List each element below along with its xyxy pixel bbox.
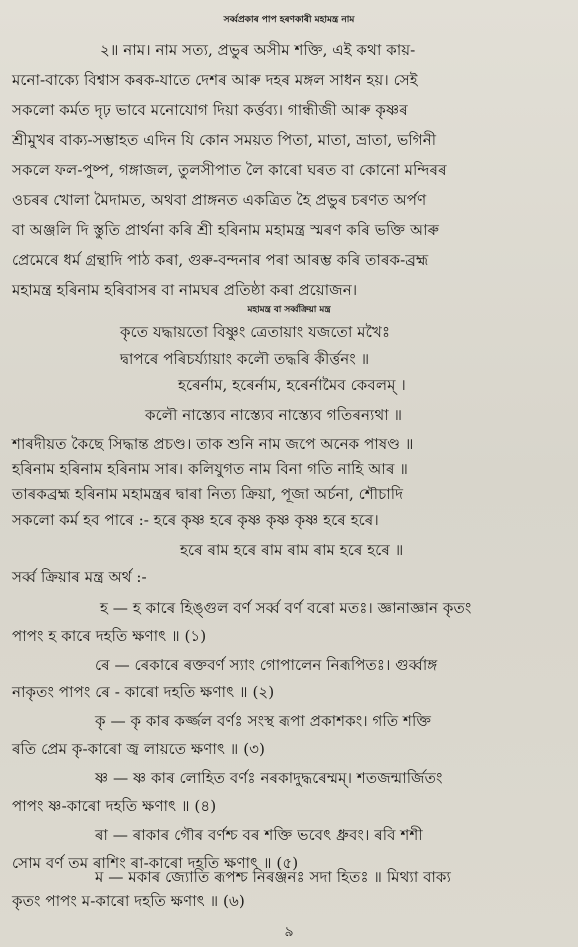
- intro-line-2: মনো-বাক্যে বিশ্বাস কৰক-যাতে দেশৰ আৰু দহৰ মঙ্গল সাধন হয়। সেই: [12, 71, 418, 89]
- intro-line-5: সকলে ফল-পুষ্প, গঙ্গাজল, তুলসীপাত লৈ কাৰো ঘৰত বা কোনো মন্দিৰৰ: [12, 161, 447, 179]
- meaning-2-line-1: ৰে — ৰেকাৰে ৰক্তবৰ্ণ স্যাং গোপালেন নিৰূপিতঃ। গুৰ্ব্বাঙ্গ: [95, 656, 438, 674]
- page-title: সৰ্ব্বপ্ৰকাৰ পাপ হৰণকাৰী মহামন্ত্ৰ নাম: [223, 15, 355, 25]
- verse-line-2: দ্বাপৰে পৰিচৰ্য্যায়াং কলৌ তদ্ধৰি কীৰ্ত্তনং ॥: [120, 350, 370, 368]
- intro-line-4: শ্ৰীমুখৰ বাক্য-সম্ভাহত এদিন যি কোন সময়ত পিতা, মাতা, ভ্ৰাতা, ভগিনী: [12, 131, 437, 149]
- meaning-4-line-1: ষ্ণ — ষ্ণ কাৰ লোহিত বৰ্ণঃ নৰকাদুদ্ধৰেম্মম্। শতজন্মাৰ্জিতং: [95, 769, 443, 787]
- verse-line-3: হৰেৰ্নাম, হৰেৰ্নাম, হৰেৰ্নামৈব কেবলম্ ।: [178, 376, 406, 394]
- page-number: ৯: [284, 924, 294, 940]
- meaning-3-line-1: কৃ — কৃ কাৰ কৰ্জ্জল বৰ্ণঃ সংস্থ ৰূপা প্ৰকাশকং। গতি শক্তি: [95, 712, 432, 730]
- meaning-4-line-2: পাপং ষ্ণ-কাৰো দহতি ক্ষণাৎ ॥ (৪): [12, 797, 217, 815]
- meaning-heading: সৰ্ব্ব ক্ৰিয়াৰ মন্ত্ৰ অৰ্থ :-: [12, 568, 147, 586]
- meaning-6-line-1: ম — মকাৰ জ্যোতি ৰূপশ্চ নিৰঞ্জনঃ সদা হিতঃ ॥ মিথ্যা বাক্য: [95, 868, 451, 886]
- intro-line-3: সকলো কৰ্মত দৃঢ় ভাবে মনোযোগ দিয়া কৰ্ত্তব্য। গান্ধীজী আৰু কৃষ্ণৰ: [12, 101, 408, 119]
- body-line-4: সকলো কৰ্ম হব পাৰে :- হৰে কৃষ্ণ হৰে কৃষ্ণ কৃষ্ণ কৃষ্ণ হৰে হৰে।: [12, 511, 379, 529]
- meaning-6-line-2: কৃতং পাপং ম-কাৰো দহতি ক্ষণাৎ ॥ (৬): [12, 892, 245, 910]
- intro-line-1: ২॥ নাম। নাম সত্য, প্ৰভুৰ অসীম শক্তি, এই কথা কায়-: [100, 41, 416, 59]
- meaning-3-line-2: ৰতি প্ৰেম কৃ-কাৰো জ্ব লায়তে ক্ষণাৎ ॥ (৩): [12, 740, 265, 758]
- meaning-5-line-1: ৰা — ৰাকাৰ গৌৰ বৰ্ণশ্চ বৰ শক্তি ভবেৎ ধ্ৰুবং। ৰবি শশী: [95, 826, 423, 844]
- intro-line-8: প্ৰেমেৰে ধৰ্ম গ্ৰন্থাদি পাঠ কৰা, গুৰু-বন্দনাৰ পৰা আৰম্ভ কৰি তাৰক-ব্ৰহ্ম: [12, 251, 429, 269]
- mantra-heading: মহামন্ত্ৰ বা সৰ্ব্বক্ৰিয়া মন্ত্ৰ: [247, 305, 331, 315]
- mantra-line: হৰে ৰাম হৰে ৰাম ৰাম ৰাম হৰে হৰে ॥: [180, 541, 404, 559]
- body-line-3: তাৰকব্ৰহ্ম হৰিনাম মহামন্ত্ৰৰ দ্বাৰা নিত্য ক্ৰিয়া, পূজা অৰ্চনা, শৌচাদি: [12, 485, 404, 503]
- meaning-5-line-2: সোম বৰ্ণ তম ৰাশিং ৰা-কাৰো দহতি ক্ষণাৎ ॥ (৫): [12, 854, 299, 872]
- meaning-1-line-1: হ — হ কাৰে হিঙ্গুল বৰ্ণ সৰ্ব্ব বৰ্ণ বৰো মতঃ। জ্ঞানাজ্ঞান কৃতং: [100, 599, 472, 617]
- body-line-1: শাৰদীয়ত কৈছে সিদ্ধান্ত প্ৰচণ্ড। তাক শুনি নাম জপে অনেক পাষণ্ড ॥: [12, 435, 414, 453]
- intro-line-9: মহামন্ত্ৰ হৰিনাম হৰিবাসৰ বা নামঘৰ প্ৰতিষ্ঠা কৰা প্ৰয়োজন।: [12, 281, 358, 299]
- verse-line-4: কলৌ নাস্ত্যেব নাস্ত্যেব নাস্ত্যেব গতিৰন্যথা ॥: [145, 406, 403, 424]
- intro-line-6: ওচৰৰ খোলা মৈদামত, অথবা প্ৰাঙ্গনত একত্ৰিত হৈ প্ৰভুৰ চৰণত অৰ্পণ: [12, 191, 427, 209]
- meaning-2-line-2: নাকৃতং পাপং ৰে - কাৰো দহতি ক্ষণাৎ ॥ (২): [12, 683, 275, 701]
- body-line-2: হৰিনাম হৰিনাম হৰিনাম সাৰ। কলিযুগত নাম বিনা গতি নাহি আৰ ॥: [12, 460, 408, 478]
- verse-line-1: কৃতে যদ্ধায়তো বিষ্ণুং ত্ৰেতায়াং যজতো মখৈঃ: [120, 323, 391, 341]
- meaning-1-line-2: পাপং হ কাৰে দহতি ক্ষণাৎ ॥ (১): [12, 627, 207, 645]
- intro-line-7: বা অঞ্জলি দি স্তুতি প্ৰাৰ্থনা কৰি শ্ৰী হৰিনাম মহামন্ত্ৰ স্মৰণ কৰি ভক্তি আৰু: [12, 221, 440, 239]
